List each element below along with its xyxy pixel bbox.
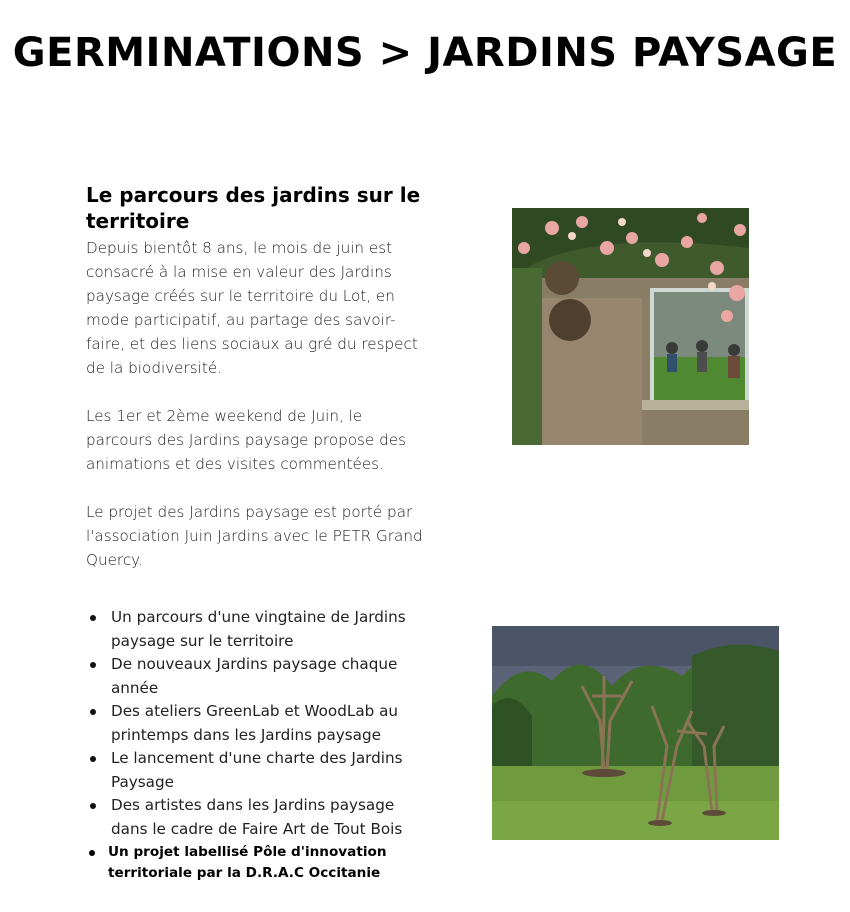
- list-item: De nouveaux Jardins paysage chaque année: [86, 653, 431, 700]
- bullet-icon: [90, 615, 96, 621]
- intro-text-column: [86, 182, 426, 596]
- list-item: Des artistes dans les Jardins paysage dans le cadre de Faire Art de Tout Bois: [86, 794, 431, 841]
- highlights-list: [86, 606, 431, 841]
- bullet-icon: [90, 662, 96, 668]
- bullet-icon: [90, 756, 96, 762]
- rose-garden-photo: [512, 208, 749, 445]
- page-title: GERMINATIONS > JARDINS PAYSAGE: [12, 30, 838, 76]
- bullet-icon: [90, 709, 96, 715]
- bullet-icon: [89, 850, 95, 856]
- paragraph-intro: Depuis bientôt 8 ans, le mois de juin est consacré à la mise en valeur des Jardins paysage créés sur le territoire du Lot, en mode participatif, au partage des savoir-faire, et des liens sociaux au gré du respect de la biodiversité.: [86, 239, 418, 377]
- bullet-icon: [90, 803, 96, 809]
- label-bullet: Un projet labellisé Pôle d'innovation territoriale par la D.R.A.C Occitanie: [86, 842, 431, 884]
- paragraph-project: Le projet des Jardins paysage est porté par l'association Juin Jardins avec le PETR Grand Quercy.: [86, 503, 423, 569]
- paragraph-weekends: Les 1er et 2ème weekend de Juin, le parcours des Jardins paysage propose des animations et des visites commentées.: [86, 407, 407, 473]
- list-item: Le lancement d'une charte des Jardins Paysage: [86, 747, 431, 794]
- wood-sculptures-photo: [492, 626, 779, 840]
- list-item: Un parcours d'une vingtaine de Jardins paysage sur le territoire: [86, 606, 431, 653]
- section-heading: Le parcours des jardins sur le territoire: [86, 183, 421, 233]
- list-item: Des ateliers GreenLab et WoodLab au printemps dans les Jardins paysage: [86, 700, 431, 747]
